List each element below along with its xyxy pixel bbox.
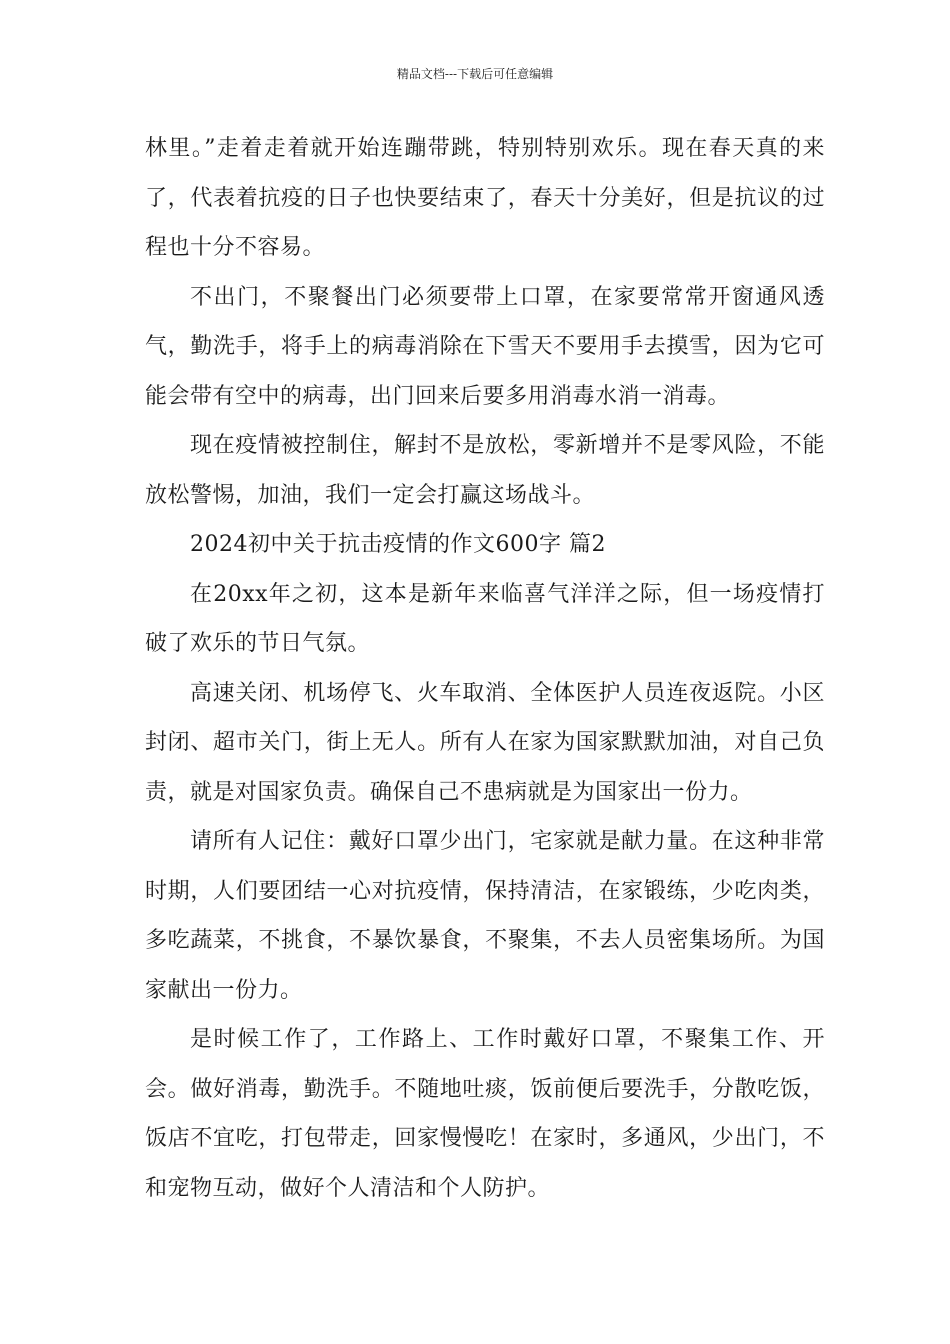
document-body [145,124,825,1213]
page-header: 精品文档---下载后可任意编辑 [396,67,554,81]
section-heading: 2024初中关于抗击疫情的作文600字 篇2 [190,532,606,557]
paragraph-6: 高速关闭、机场停飞、火车取消、全体医护人员连夜返院。小区封闭、超市关门，街上无人。所有人在家为国家默默加油，对自己负责，就是对国家负责。确保自己不患病就是为国家出一份力。 [145,680,825,805]
paragraph-2: 不出门，不聚餐出门必须要带上口罩，在家要常常开窗通风透气，勤洗手，将手上的病毒消除在下雪天不要用手去摸雪，因为它可能会带有空中的病毒，出门回来后要多用消毒水消一消毒。 [145,284,825,409]
paragraph-3: 现在疫情被控制住，解封不是放松，零新增并不是零风险，不能放松警惕，加油，我们一定会打赢这场战斗。 [145,433,825,508]
paragraph-8: 是时候工作了，工作路上、工作时戴好口罩，不聚集工作、开会。做好消毒，勤洗手。不随地吐痰，饭前便后要洗手，分散吃饭，饭店不宜吃，打包带走，回家慢慢吃！在家时，多通风，少出门，不和宠物互动，做好个人清洁和个人防护。 [145,1027,825,1201]
paragraph-5: 在20xx年之初，这本是新年来临喜气洋洋之际，但一场疫情打破了欢乐的节日气氛。 [145,581,825,656]
paragraph-7: 请所有人记住：戴好口罩少出门，宅家就是献力量。在这种非常时期，人们要团结一心对抗疫情，保持清洁，在家锻练，少吃肉类，多吃蔬菜，不挑食，不暴饮暴食，不聚集，不去人员密集场所。为国家献出一份力。 [145,829,825,1003]
paragraph-1: 林里。”走着走着就开始连蹦带跳，特别特别欢乐。现在春天真的来了，代表着抗疫的日子也快要结束了，春天十分美好，但是抗议的过程也十分不容易。 [145,136,825,260]
